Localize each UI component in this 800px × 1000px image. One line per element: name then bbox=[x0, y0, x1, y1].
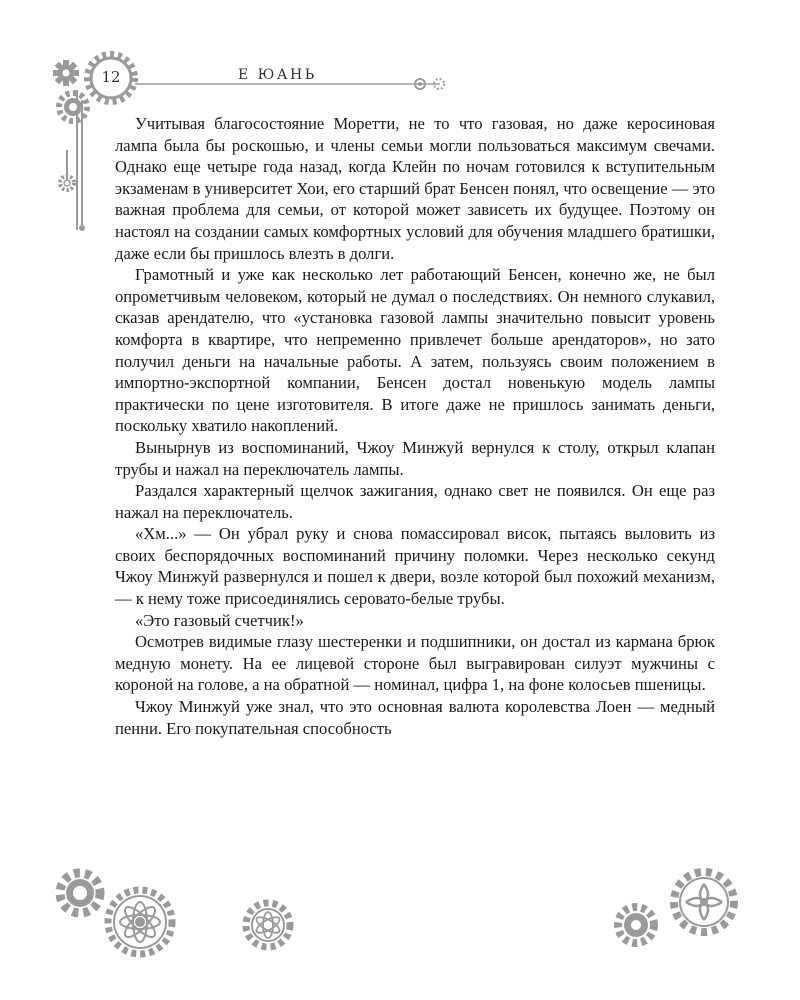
paragraph: Вынырнув из воспоминаний, Чжоу Минжуй вернулся к столу, открыл клапан трубы и нажал на переключатель лампы. bbox=[115, 437, 715, 479]
paragraph: Учитывая благосостояние Моретти, не то что газовая, но даже керосиновая лампа была бы роскошью, и члены семьи могли пользоваться максимум свечами. Однако еще четыре года назад, когда Клейн по ночам готовился к вступительным экзаменам в университет Хои, его старший брат Бенсен понял, что освещение — это важная проблема для семьи, от которой может зависеть их будущее. Поэтому он настоял на создании самых комфортных условий для обучения младшего братишки, даже если бы пришлось влезть в долги. bbox=[115, 114, 715, 263]
paragraph: «Это газовый счетчик!» bbox=[135, 610, 304, 630]
running-head-author: Е ЮАНЬ bbox=[238, 67, 317, 83]
body-text bbox=[115, 113, 715, 739]
paragraph: Грамотный и уже как несколько лет работающий Бенсен, конечно же, не был опрометчивым человеком, который не думал о последствиях. Он немного слукавил, сказав арендателю, что «установка газовой лампы значительно повысит уровень комфорта в квартире, что непременно привлечет больше арендаторов», но зато получил деньги на начальные работы. А затем, пользуясь своим положением в импортно-экспортной компании, Бенсен достал новенькую модель лампы практически по цене изготовителя. В итоге даже не пришлось занимать деньги, поскольку хватило накоплений. bbox=[115, 265, 715, 436]
footer-gear-right-large-icon bbox=[674, 872, 734, 932]
paragraph: Осмотрев видимые глазу шестеренки и подшипники, он достал из кармана брюк медную монету. На ее лицевой стороне был выгравирован силуэт мужчины с короной на голове, а на обратной — номинал, цифра 1, на фоне колосьев пшеницы. bbox=[115, 632, 715, 695]
hanging-chain-icon bbox=[67, 90, 82, 230]
paragraph: Раздался характерный щелчок зажигания, однако свет не появился. Он еще раз нажал на переключатель. bbox=[115, 481, 715, 522]
paragraph: Чжоу Минжуй уже знал, что это основная валюта королевства Лоен — медный пенни. Его покупательная способность bbox=[115, 697, 715, 738]
page-number: 12 bbox=[101, 68, 121, 86]
paragraph: «Хм...» — Он убрал руку и снова помассировал висок, пытаясь выловить из своих беспорядочных воспоминаний причину поломки. Через несколько секунд Чжоу Минжуй развернулся и пошел к двери, возле которой был похожий механизм, — к нему тоже присоединялись серовато-белые трубы. bbox=[115, 524, 715, 609]
medium-gear-icon bbox=[59, 93, 87, 121]
footer-gear-center-icon bbox=[246, 903, 290, 947]
small-gear-icon bbox=[53, 60, 79, 86]
footer-gear-right-small-icon bbox=[618, 907, 654, 943]
footer-flower-gear-icon bbox=[108, 890, 172, 954]
tiny-gear-icon bbox=[60, 176, 74, 190]
footer-gear-left-icon bbox=[60, 873, 100, 913]
chain-end-icon bbox=[79, 225, 85, 231]
